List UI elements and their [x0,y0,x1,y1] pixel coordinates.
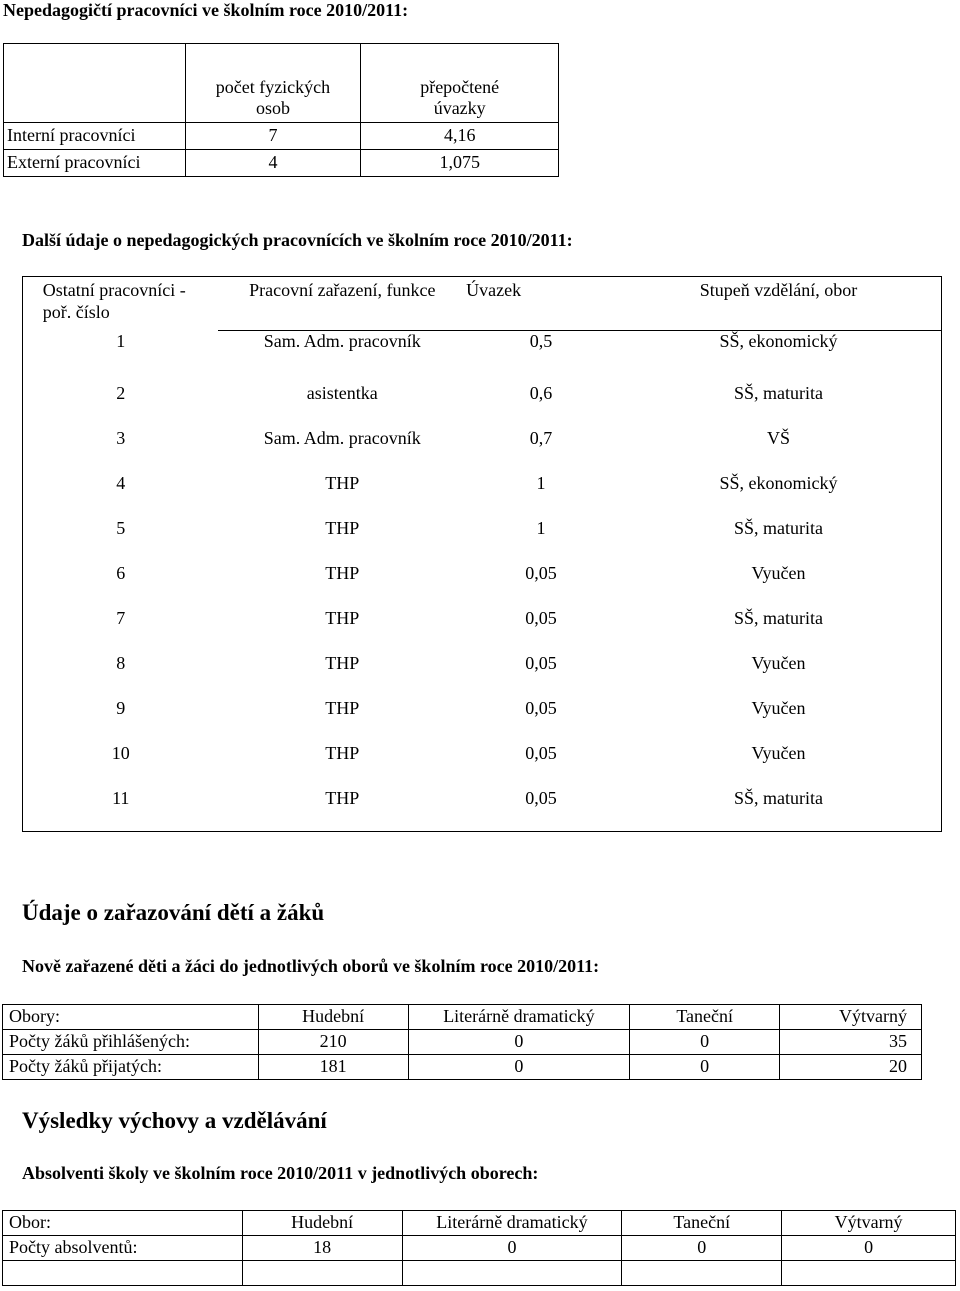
table-cell: Sam. Adm. pracovník [263,331,421,351]
table-cell: Externí pracovníci [4,150,186,177]
table-cell: THP [325,653,360,673]
table-cell: SŠ, ekonomický [719,473,838,493]
table-cell: THP [325,608,360,628]
table-header-cell: Hudební [258,1005,408,1030]
table-cell: 0,05 [525,743,557,763]
table-cell: 1 [536,473,546,493]
table-header-cell: Hudební [242,1211,402,1236]
table-cell: 35 [780,1030,922,1055]
table-cell: 0,05 [525,788,557,808]
table-cell: 10 [111,743,130,763]
table-cell: SŠ, maturita [733,788,823,808]
heading-other-staff-info: Další údaje o nepedagogických pracovnících ve školním roce 2010/2011: [22,230,573,250]
table-cell [782,1261,956,1286]
table-cell: 9 [116,698,126,718]
section-title-enrollment: Údaje o zařazování dětí a žáků [22,900,325,925]
table-cell: 0,05 [525,563,557,583]
table-cell: asistentka [306,383,378,403]
table-header-cell [4,44,186,123]
table-cell: 0 [630,1030,780,1055]
table-cell: 0 [630,1055,780,1080]
table-cell: SŠ, maturita [733,608,823,628]
table-cell: THP [325,743,360,763]
table-cell: 0 [408,1055,630,1080]
table-cell: 8 [116,653,126,673]
table-header-cell: Obor: [3,1211,243,1236]
table-header-row [3,1211,956,1236]
table-row [23,788,942,832]
table-cell: THP [325,788,360,808]
table-row [23,428,942,473]
table-header-cell: Úvazek [466,277,616,331]
table-cell: 0,05 [525,698,557,718]
table-header-row [23,277,942,331]
table-cell: 4,16 [361,123,559,150]
table-cell: 1 [536,518,546,538]
table-cell: 20 [780,1055,922,1080]
table-cell: 0 [622,1236,782,1261]
table-cell: 7 [185,123,361,150]
table-cell: SŠ, maturita [733,518,823,538]
table-row [4,150,559,177]
table-cell: 0 [408,1030,630,1055]
table-header-cell: Ostatní pracovníci - poř. číslo [42,280,186,322]
heading-nonteaching-staff: Nepedagogičtí pracovníci ve školním roce 2010/2011: [3,0,409,20]
table-cell: 7 [116,608,126,628]
table-header-cell: Literárně dramatický [402,1211,622,1236]
table-graduates [2,1210,956,1286]
table-cell: THP [325,473,360,493]
table-cell: THP [325,563,360,583]
table-cell: 18 [242,1236,402,1261]
table-header-cell: Výtvarný [780,1005,922,1030]
table-cell: 0 [402,1236,622,1261]
table-cell: THP [325,698,360,718]
table-header-cell: Pracovní zařazení, funkce [218,277,466,331]
table-cell: 0,6 [529,383,553,403]
table-cell: 1 [116,330,126,351]
table-cell: 4 [185,150,361,177]
table-cell: 11 [112,788,130,808]
table-cell: Počty žáků přijatých: [3,1055,259,1080]
table-cell: Vyučen [751,563,806,583]
table-header-cell: Taneční [630,1005,780,1030]
table-cell: SŠ, ekonomický [719,331,838,351]
table-row [23,383,942,428]
table-cell: 2 [116,383,126,403]
table-cell: 5 [116,518,126,538]
table-cell: SŠ, maturita [733,383,823,403]
table-cell: 3 [116,428,126,448]
table-row [23,743,942,788]
table-enrollment [2,1004,922,1080]
table-row [3,1030,922,1055]
table-cell: THP [325,518,360,538]
table-cell: 181 [258,1055,408,1080]
table-cell: 1,075 [361,150,559,177]
table-staff-counts [3,43,559,177]
table-row [23,563,942,608]
table-cell: 0,5 [529,331,553,351]
table-cell: Vyučen [751,698,806,718]
table-header-cell: Výtvarný [782,1211,956,1236]
table-header-cell: přepočtené úvazky [361,44,559,123]
table-cell: 0,05 [525,608,557,628]
table-row [23,473,942,518]
table-cell [3,1261,243,1286]
table-cell: 0,05 [525,653,557,673]
table-row [23,518,942,563]
table-cell: Vyučen [751,653,806,673]
table-header-row [4,44,559,123]
table-cell [242,1261,402,1286]
table-cell [622,1261,782,1286]
table-header-cell: Obory: [3,1005,259,1030]
table-row [23,653,942,698]
table-cell: 6 [116,563,126,583]
table-other-staff [22,276,942,832]
table-cell: Sam. Adm. pracovník [263,428,421,448]
table-header-cell: Taneční [622,1211,782,1236]
table-cell: Interní pracovníci [4,123,186,150]
table-cell: 210 [258,1030,408,1055]
table-row [3,1236,956,1261]
table-row [23,331,942,384]
table-cell: 0 [782,1236,956,1261]
section-title-results: Výsledky výchovy a vzdělávání [22,1108,327,1133]
table-row [4,123,559,150]
table-cell: Vyučen [751,743,806,763]
table-row [23,608,942,653]
heading-new-students: Nově zařazené děti a žáci do jednotlivých oborů ve školním roce 2010/2011: [22,956,600,976]
table-cell [402,1261,622,1286]
table-header-cell: počet fyzických osob [185,44,361,123]
table-header-row [3,1005,922,1030]
table-cell: 0,7 [529,428,553,448]
table-header-cell: Literárně dramatický [408,1005,630,1030]
table-cell: 4 [116,473,126,493]
table-row [23,698,942,743]
heading-graduates: Absolventi školy ve školním roce 2010/2011 v jednotlivých oborech: [22,1163,539,1183]
table-cell: Počty žáků přihlášených: [3,1030,259,1055]
table-cell: VŠ [766,428,790,448]
table-header-cell: Stupeň vzdělání, obor [616,277,942,331]
table-cell: Počty absolventů: [3,1236,243,1261]
table-row [3,1055,922,1080]
table-row [3,1261,956,1286]
